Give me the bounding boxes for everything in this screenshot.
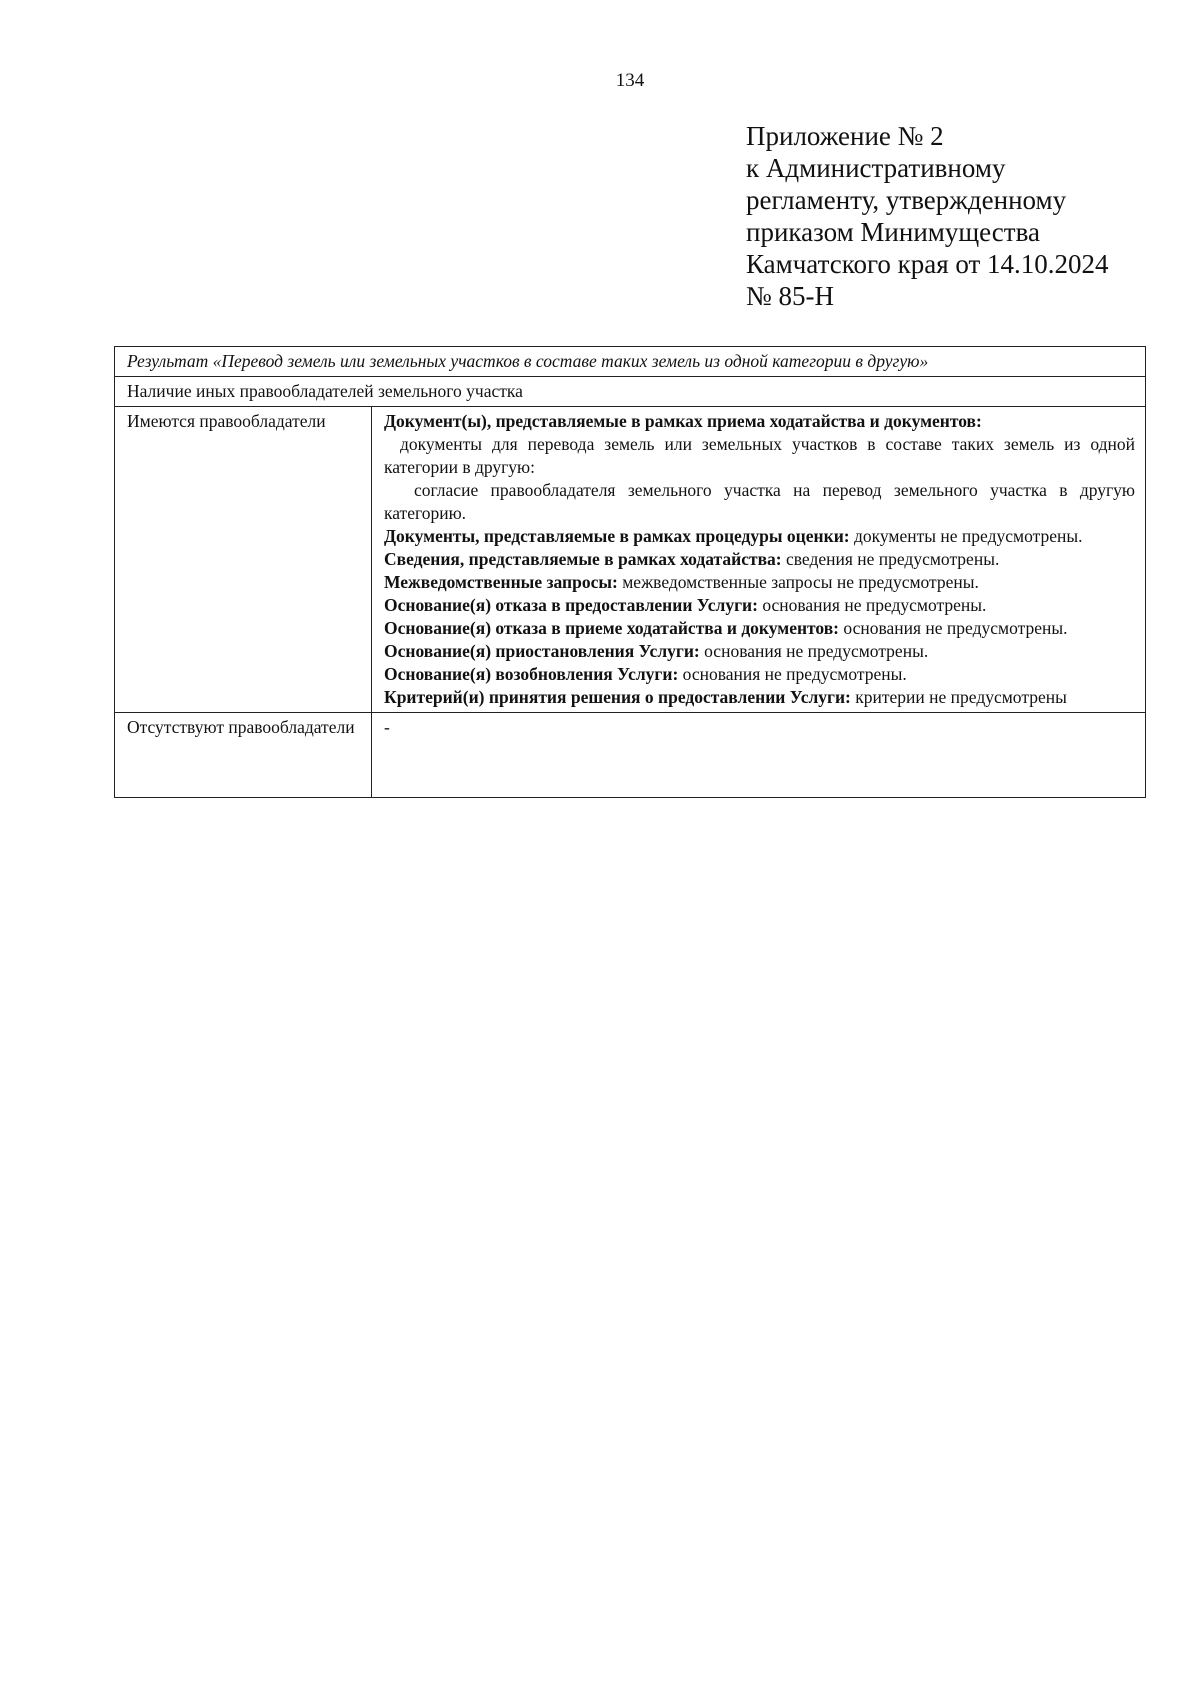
appendix-line: Приложение № 2 xyxy=(746,121,944,151)
absent-label: Отсутствуют правообладатели xyxy=(115,713,372,798)
detail-text: документы для перевода земель или земельных участков в составе таких земель из одной категории в другую: xyxy=(384,434,1135,477)
detail-heading: Основание(я) отказа в предоставлении Услуги: xyxy=(384,595,758,615)
table-row xyxy=(115,713,1146,798)
detail-text: основания не предусмотрены. xyxy=(704,641,929,661)
appendix-line: регламенту, утвержденному xyxy=(746,185,1067,215)
result-table xyxy=(114,346,1146,798)
absent-value: - xyxy=(372,713,1146,798)
detail-text: основания не предусмотрены. xyxy=(682,664,907,684)
result-title: Результат «Перевод земель или земельных участков в составе таких земель из одной категории в другую» xyxy=(115,347,1146,377)
appendix-line: приказом Минимущества xyxy=(746,217,1040,247)
detail-heading: Основание(я) возобновления Услуги: xyxy=(384,664,679,684)
page-number: 134 xyxy=(615,70,645,91)
table-row xyxy=(115,407,1146,713)
detail-item xyxy=(384,594,1135,617)
detail-text: межведомственные запросы не предусмотрены. xyxy=(622,572,979,592)
detail-item xyxy=(384,571,1135,594)
present-label: Имеются правообладатели xyxy=(115,407,372,713)
detail-item xyxy=(384,663,1135,686)
detail-heading: Межведомственные запросы: xyxy=(384,572,618,592)
appendix-line: № 85-Н xyxy=(746,281,835,311)
detail-item xyxy=(384,640,1135,663)
detail-heading: Критерий(и) принятия решения о предоставлении Услуги: xyxy=(384,687,851,707)
appendix-line: к Административному xyxy=(746,153,1006,183)
detail-text: сведения не предусмотрены. xyxy=(785,549,1000,569)
section-title: Наличие иных правообладателей земельного участка xyxy=(115,377,1146,407)
appendix-header xyxy=(746,120,1109,312)
detail-item xyxy=(384,548,1135,571)
table-row xyxy=(115,377,1146,407)
detail-item xyxy=(384,433,1135,479)
detail-item xyxy=(384,686,1135,709)
detail-heading: Основание(я) отказа в приеме ходатайства и документов: xyxy=(384,618,840,638)
detail-item xyxy=(384,479,1135,525)
detail-heading: Сведения, представляемые в рамках ходатайства: xyxy=(384,549,782,569)
detail-heading: Документ(ы), представляемые в рамках приема ходатайства и документов: xyxy=(384,411,982,431)
detail-text: документы не предусмотрены. xyxy=(854,526,1083,546)
detail-heading: Основание(я) приостановления Услуги: xyxy=(384,641,700,661)
appendix-line: Камчатского края от 14.10.2024 xyxy=(746,249,1109,279)
detail-heading: Документы, представляемые в рамках процедуры оценки: xyxy=(384,526,850,546)
detail-text: согласие правообладателя земельного участка на перевод земельного участка в другую категорию. xyxy=(384,480,1135,523)
detail-text: основания не предусмотрены. xyxy=(762,595,987,615)
detail-item xyxy=(384,525,1135,548)
detail-item xyxy=(384,410,1135,433)
detail-text: критерии не предусмотрены xyxy=(855,687,1067,707)
table-row xyxy=(115,347,1146,377)
present-details xyxy=(372,407,1146,713)
detail-item xyxy=(384,617,1135,640)
detail-text: основания не предусмотрены. xyxy=(843,618,1068,638)
